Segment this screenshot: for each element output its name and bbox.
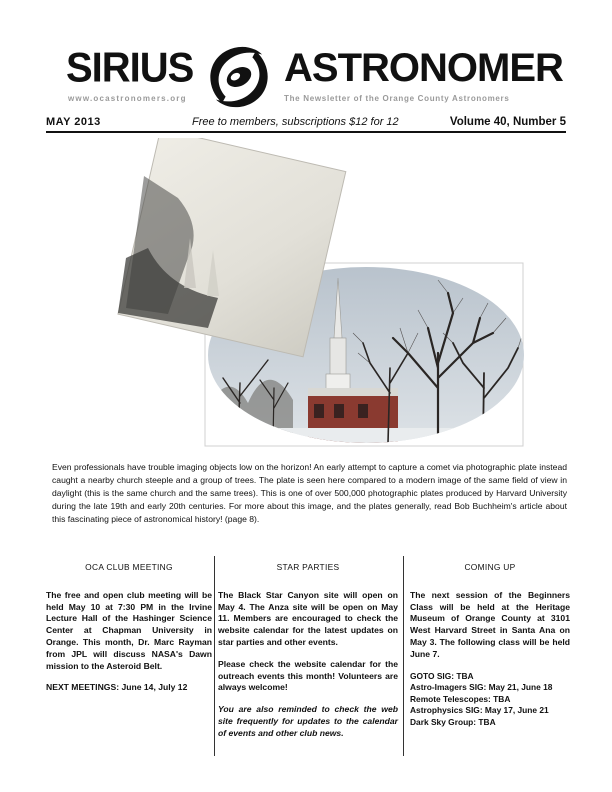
beginners-class-note: The next session of the Beginners Class will be held at the Heritage Museum of Orange County at 3101 West Harvard Street in Santa Ana on May 3. The following class will be held June 7. [410, 589, 570, 659]
volume-number: Volume 40, Number 5 [449, 116, 566, 128]
sig-list-item: Astro-Imagers SIG: May 21, June 18 [410, 682, 553, 693]
masthead-tagline: The Newsletter of the Orange County Astronomers [284, 94, 510, 103]
masthead-title-right: ASTRONOMER [284, 46, 563, 90]
star-parties-heading: STAR PARTIES [276, 562, 340, 572]
sig-list-item: Dark Sky Group: TBA [410, 716, 496, 727]
cover-photo [108, 138, 528, 450]
issue-date: MAY 2013 [46, 116, 101, 128]
club-meeting-body: The free and open club meeting will be held May 10 at 7:30 PM in the Irvine Lecture Hall of the Hashinger Science Center at Chapman University in Orange. This month, Dr. Marc Rayman from JPL will discuss NASA's Dawn mission to the Asteroid Belt. [46, 589, 212, 671]
website-reminder: You are also reminded to check the web site frequently for updates to the calendar of events and other club news. [218, 704, 398, 738]
outreach-note: Please check the website calendar for the outreach events this month! Volunteers are always welcome! [218, 658, 398, 693]
oca-logo-icon [200, 40, 278, 114]
sig-list-item: Remote Telescopes: TBA [410, 693, 511, 704]
subscription-note: Free to members, subscriptions $12 for 12 [192, 116, 399, 128]
club-meeting-heading: OCA CLUB MEETING [85, 562, 173, 572]
issue-info-bar [46, 116, 566, 132]
column-divider [214, 556, 215, 756]
star-parties-column [218, 556, 398, 750]
sig-list-item: Astrophysics SIG: May 17, June 21 [410, 705, 549, 716]
sig-list-item: GOTO SIG: TBA [410, 670, 474, 681]
header-divider [46, 131, 566, 133]
masthead-title-left: SIRIUS [66, 44, 194, 92]
coming-up-column [410, 556, 570, 729]
cover-caption: Even professionals have trouble imaging objects low on the horizon! An early attempt to capture a comet via photographic plate instead caught a nearby church steeple and a group of trees. The plate is seen here compared to a modern image of the same field of view in daylight (this is the same church and the same trees). This is one of over 500,000 photographic plates produced by Harvard University during the late 19th and early 20th centuries. For more about this image, and the plates generally, read Bob Buchheim's article about this fascinating piece of astronomical history! (page 8). [52, 462, 567, 525]
column-divider [403, 556, 404, 756]
next-meetings: NEXT MEETINGS: June 14, July 12 [46, 682, 188, 693]
club-meeting-column [46, 556, 212, 704]
coming-up-heading: COMING UP [464, 562, 516, 572]
star-parties-body: The Black Star Canyon site will open on May 4. The Anza site will be open on May 11. Members are encouraged to check the website calendar for the latest updates on star parties and other events. [218, 589, 398, 647]
masthead-website-link[interactable]: www.ocastronomers.org [68, 94, 187, 103]
